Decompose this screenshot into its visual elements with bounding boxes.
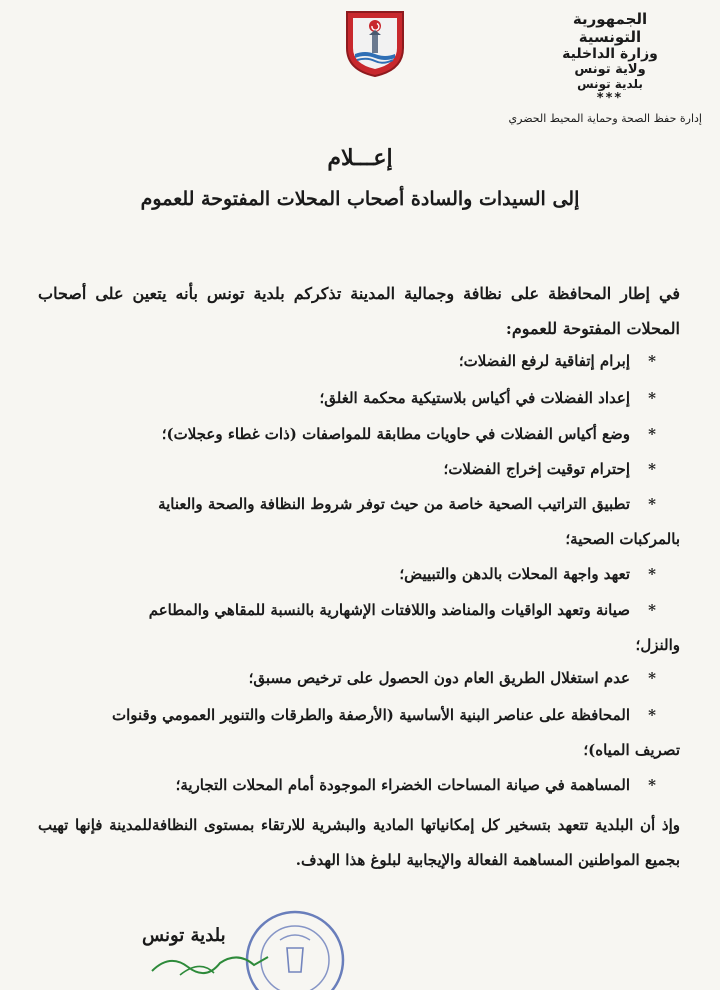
bullet-1: إبرام إتفاقية لرفع الفضلات؛ [458, 352, 630, 370]
bullet-10: المساهمة في صيانة المساحات الخضراء الموجودة أمام المحلات التجارية؛ [175, 776, 630, 794]
bullet-mark: * [648, 565, 656, 583]
bullet-mark: * [648, 389, 656, 407]
closing-paragraph: وإذ أن البلدية تتعهد بتسخير كل إمكانياتها المادية والبشرية للارتقاء بمستوى النظافةللمدينة فإنها تهيب بجميع المواطنين المساهمة الفعالة والإيجابية لبلوغ هذا الهدف. [38, 816, 680, 869]
bullet-mark: * [648, 352, 656, 370]
intro-paragraph: في إطار المحافظة على نظافة وجمالية المدينة تذكركم بلدية تونس بأنه يتعين على أصحاب المحلات المفتوحة للعموم: [38, 284, 680, 339]
bullet-8: عدم استغلال الطريق العام دون الحصول على ترخيص مسبق؛ [248, 669, 630, 687]
bullet-7-continuation: والنزل؛ [635, 636, 680, 654]
ministry-name: وزارة الداخلية [562, 46, 658, 62]
bullet-5: تطبيق التراتيب الصحية خاصة من حيث توفر شروط النظافة والصحة والعناية [158, 495, 630, 513]
bullet-mark: * [648, 460, 656, 478]
bullet-3: وضع أكياس الفضلات في حاويات مطابقة للمواصفات (ذات غطاء وعجلات)؛ [161, 425, 630, 443]
bullet-6: تعهد واجهة المحلات بالدهن والتبييض؛ [399, 565, 630, 583]
signature-block: بلدية تونس [142, 925, 226, 946]
handwritten-signature-icon [150, 945, 270, 977]
country-name: الجمهورية التونسية [572, 10, 648, 46]
bullet-7: صيانة وتعهد الواقيات والمناضد واللافتات الإشهارية بالنسبة للمقاهي والمطاعم [148, 601, 630, 619]
header-stars: *** [596, 91, 624, 106]
bullet-mark: * [648, 601, 656, 619]
page-subtitle: إلى السيدات والسادة أصحاب المحلات المفتوحة للعموم [140, 188, 580, 210]
bullet-mark: * [648, 706, 656, 724]
letterhead [540, 10, 680, 106]
bullet-mark: * [648, 495, 656, 513]
municipality-emblem-icon [343, 8, 407, 78]
bullet-2: إعداد الفضلات في أكياس بلاستيكية محكمة الغلق؛ [319, 389, 630, 407]
bullet-mark: * [648, 425, 656, 443]
page-title: إعـــلام [327, 145, 393, 171]
department-name: إدارة حفظ الصحة وحماية المحيط الحضري [508, 112, 702, 125]
bullet-mark: * [648, 776, 656, 794]
bullet-5-continuation: بالمركبات الصحية؛ [565, 530, 680, 548]
bullet-4: إحترام توقيت إخراج الفضلات؛ [443, 460, 630, 478]
bullet-9: المحافظة على عناصر البنية الأساسية (الأرصفة والطرقات والتنوير العمومي وقنوات [111, 706, 630, 724]
bullet-9-continuation: تصريف المياه)؛ [583, 741, 680, 759]
bullet-mark: * [648, 669, 656, 687]
governorate-name: ولاية تونس [574, 62, 646, 77]
municipality-name: بلدية تونس [577, 77, 643, 91]
